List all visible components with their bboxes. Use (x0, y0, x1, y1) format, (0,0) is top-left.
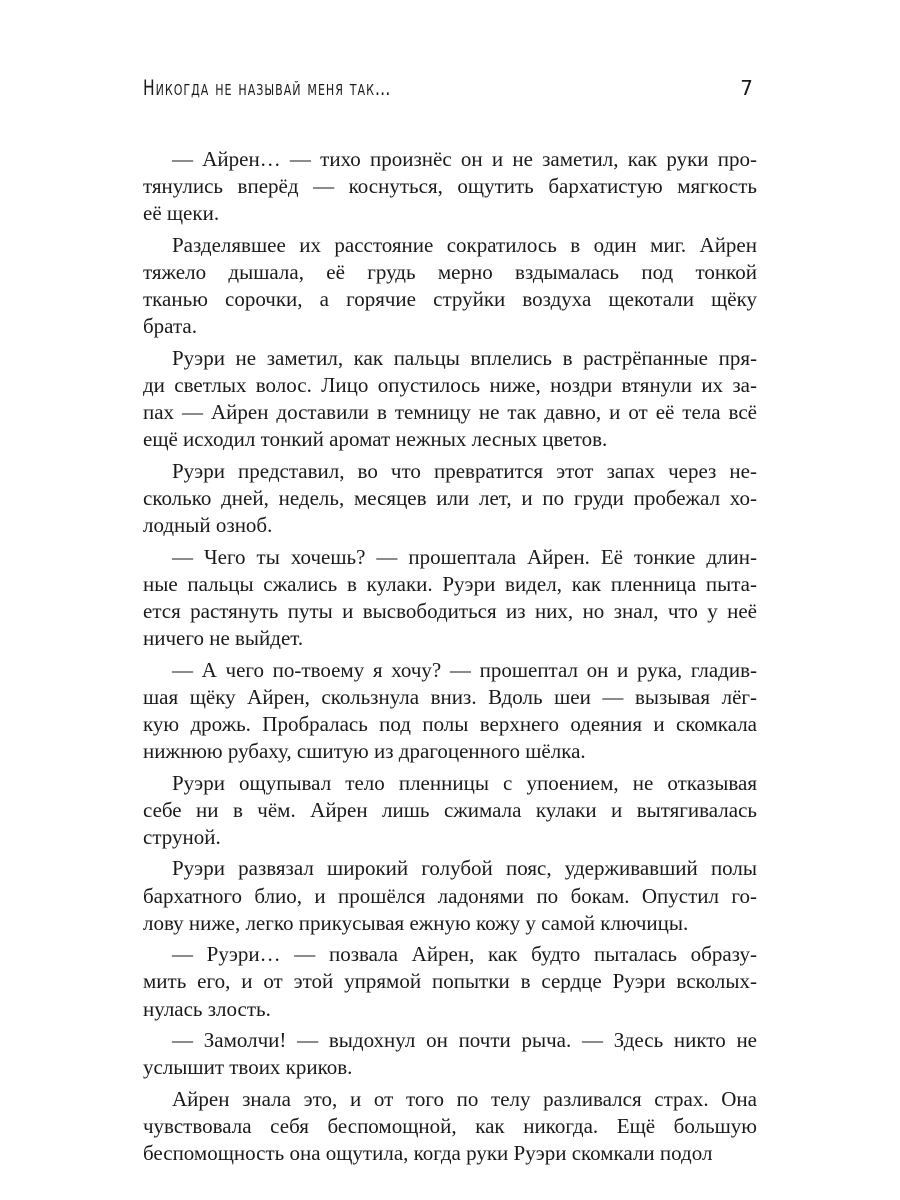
text-line: Разделявшее их расстояние сократилось в один миг. Айрен (172, 232, 757, 257)
paragraph (143, 657, 757, 766)
text-line: тянулись вперёд — коснуться, ощутить бархатистую мягкость (143, 174, 757, 199)
paragraph (143, 458, 757, 540)
paragraph (143, 855, 757, 937)
paragraph (143, 345, 757, 454)
book-page (143, 76, 757, 1171)
paragraph (143, 544, 757, 653)
text-line: чувствовала себя беспомощной, как никогда. Ещё большую (143, 1113, 757, 1138)
text-line: Руэри ощупывал тело пленницы с упоением, не отказывая (172, 770, 757, 795)
running-title: Никогда не называй меня так… (143, 76, 392, 100)
text-line: ные пальцы сжались в кулаки. Руэри видел, как пленница пыта- (143, 571, 757, 596)
text-line: бархатного блио, и прошёлся ладонями по бокам. Опустил го- (143, 883, 757, 908)
text-line: нулась злость. (143, 996, 271, 1021)
text-line: нижнюю рубаху, сшитую из драгоценного шёлка. (143, 739, 586, 764)
text-line: лодный озноб. (143, 513, 273, 538)
text-line: — А чего по-твоему я хочу? — прошептал он и рука, гладив- (172, 657, 757, 682)
text-line: сколько дней, недель, месяцев или лет, и по груди пробежал хо- (143, 486, 757, 510)
text-line: — Айрен… — тихо произнёс он и не заметил, как руки про- (172, 147, 757, 171)
running-header (143, 76, 757, 106)
text-line: — Руэри… — позвала Айрен, как будто пыталась образу- (172, 942, 757, 967)
paragraph (143, 1027, 757, 1081)
body-text (143, 146, 757, 1167)
text-line: тканью сорочки, а горячие струйки воздуха щекотали щёку (143, 287, 757, 312)
text-line: Айрен знала это, и от того по телу разливался страх. Она (172, 1086, 757, 1111)
text-line: шая щёку Айрен, скользнула вниз. Вдоль шеи — вызывая лёг- (143, 684, 757, 709)
text-line: кую дрожь. Пробралась под полы верхнего одеяния и скомкала (143, 712, 757, 736)
paragraph (143, 941, 757, 1023)
text-line: ди светлых волос. Лицо опустилось ниже, ноздри втянули их за- (143, 373, 757, 397)
paragraph (143, 770, 757, 852)
text-line: — Чего ты хочешь? — прошептала Айрен. Её тонкие длин- (172, 544, 757, 569)
text-line: ничего не выйдет. (143, 626, 304, 651)
text-line: беспомощность она ощутила, когда руки Руэри скомкали подол (143, 1140, 713, 1165)
text-line: мить его, и от этой упрямой попытки в сердце Руэри всколых- (143, 969, 757, 994)
text-line: ется растянуть путы и высвободиться из них, но знал, что у неё (143, 599, 757, 623)
paragraph (143, 146, 757, 228)
text-line: пах — Айрен доставили в темницу не так давно, и от её тела всё (143, 400, 757, 425)
text-line: тяжело дышала, её грудь мерно вздымалась под тонкой (143, 260, 757, 284)
text-line: её щеки. (143, 201, 220, 226)
text-line: ещё исходил тонкий аромат нежных лесных цветов. (143, 427, 608, 452)
paragraph (143, 232, 757, 341)
text-line: струной. (143, 825, 221, 849)
text-line: себе ни в чём. Айрен лишь сжимала кулаки и вытягивалась (143, 797, 757, 822)
paragraph (143, 1086, 757, 1168)
text-line: услышит твоих криков. (143, 1055, 353, 1080)
text-line: Руэри развязал широкий голубой пояс, удерживавший полы (172, 856, 757, 881)
text-line: — Замолчи! — выдохнул он почти рыча. — Здесь никто не (172, 1027, 757, 1052)
text-line: лову ниже, легко прикусывая ежную кожу у самой ключицы. (143, 910, 689, 935)
text-line: брата. (143, 314, 197, 339)
text-line: Руэри представил, во что превратится этот запах через не- (172, 458, 757, 483)
text-line: Руэри не заметил, как пальцы вплелись в растрёпанные пря- (172, 345, 757, 370)
page-number: 7 (740, 76, 753, 100)
